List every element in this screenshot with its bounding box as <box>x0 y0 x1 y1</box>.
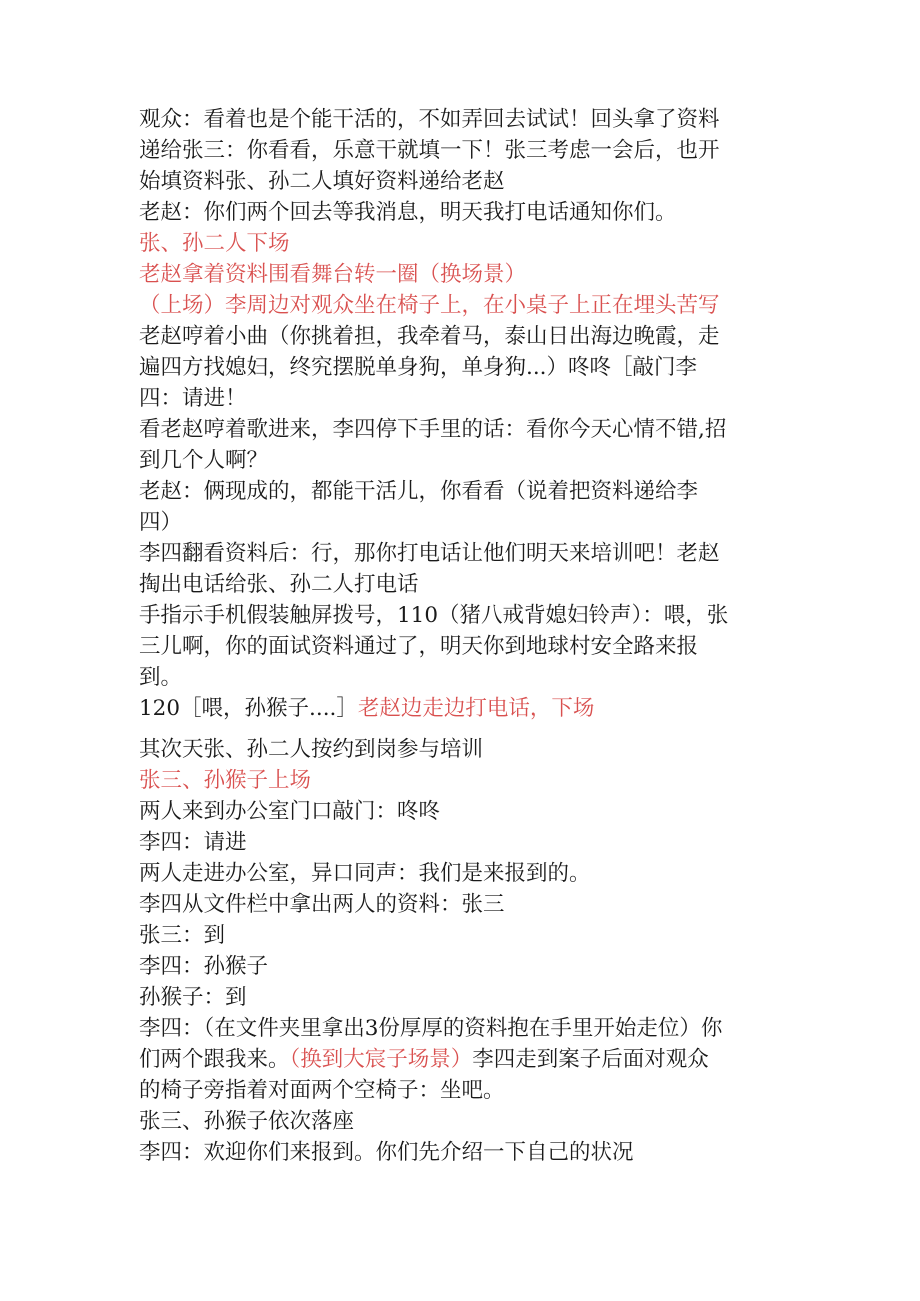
dialogue-text: 看老赵哼着歌进来，李四停下手里的话：看你今天心情不错,招 <box>139 417 727 442</box>
script-line <box>139 765 789 796</box>
dialogue-text: 张三、孙猴子依次落座 <box>139 1109 355 1134</box>
script-line <box>139 734 789 765</box>
script-line <box>139 631 789 662</box>
script-line <box>139 476 789 507</box>
dialogue-text: 老赵：俩现成的，都能干活儿，你看看（说着把资料递给李 <box>139 479 699 504</box>
dialogue-text: 120［喂，孙猴子....］ <box>139 696 358 721</box>
stage-direction-text: 张三、孙猴子上场 <box>139 768 312 793</box>
script-line <box>139 507 789 538</box>
dialogue-text: 三儿啊，你的面试资料通过了，明天你到地球村安全路来报 <box>139 634 699 659</box>
stage-direction-text: 张、孙二人下场 <box>139 231 290 256</box>
script-line <box>139 228 789 259</box>
dialogue-text: 老赵：你们两个回去等我消息，明天我打电话通知你们。 <box>139 200 677 225</box>
dialogue-text: 李四从文件栏中拿出两人的资料：张三 <box>139 892 505 917</box>
dialogue-text: 李四：（在文件夹里拿出3份厚厚的资料抱在手里开始走位）你 <box>139 1016 723 1041</box>
script-line <box>139 259 789 290</box>
dialogue-text: 的椅子旁指着对面两个空椅子：坐吧。 <box>139 1078 505 1103</box>
script-line <box>139 321 789 352</box>
script-line <box>139 982 789 1013</box>
dialogue-text: 张三：到 <box>139 923 226 948</box>
dialogue-text: 们两个跟我来。 <box>139 1047 290 1072</box>
script-line <box>139 538 789 569</box>
dialogue-text: 到。 <box>139 665 183 690</box>
script-line <box>139 445 789 476</box>
dialogue-text: 遍四方找媳妇，终究摆脱单身狗，单身狗...）咚咚［敲门李 <box>139 355 698 380</box>
dialogue-text: 李四：请进 <box>139 830 247 855</box>
dialogue-text: 到几个人啊？ <box>139 448 269 473</box>
script-line <box>139 166 789 197</box>
dialogue-text: 观众：看着也是个能干活的，不如弄回去试试！回头拿了资料 <box>139 107 720 132</box>
stage-direction-text: （上场）李周边对观众坐在椅子上，在小桌子上正在埋头苦写 <box>139 293 720 318</box>
script-line <box>139 414 789 445</box>
script-line <box>139 197 789 228</box>
script-line <box>139 1044 789 1075</box>
script-line <box>139 662 789 693</box>
script-line <box>139 383 789 414</box>
script-line <box>139 569 789 600</box>
dialogue-text: 始填资料张、孙二人填好资料递给老赵 <box>139 169 505 194</box>
script-line <box>139 1013 789 1044</box>
dialogue-text: 掏出电话给张、孙二人打电话 <box>139 572 419 597</box>
script-line <box>139 920 789 951</box>
stage-direction-text: 老赵边走边打电话，下场 <box>357 696 595 721</box>
dialogue-text: 递给张三：你看看，乐意干就填一下！张三考虑一会后，也开 <box>139 138 720 163</box>
script-line <box>139 889 789 920</box>
dialogue-text: 两人来到办公室门口敲门：咚咚 <box>139 799 441 824</box>
dialogue-text: 李四：欢迎你们来报到。你们先介绍一下自己的状况 <box>139 1140 634 1165</box>
script-line <box>139 290 789 321</box>
script-line <box>139 135 789 166</box>
script-line <box>139 1137 789 1168</box>
dialogue-text: 李四：孙猴子 <box>139 954 269 979</box>
stage-direction-text: 老赵拿着资料围看舞台转一圈（换场景） <box>139 262 527 287</box>
script-line <box>139 600 789 631</box>
dialogue-text: 两人走进办公室，异口同声：我们是来报到的。 <box>139 861 591 886</box>
script-line <box>139 693 789 724</box>
dialogue-text: 其次天张、孙二人按约到岗参与培训 <box>139 737 484 762</box>
dialogue-text: 孙猴子：到 <box>139 985 247 1010</box>
dialogue-text: 手指示手机假装触屏拨号，110（猪八戒背媳妇铃声）：喂，张 <box>139 603 729 628</box>
dialogue-text: 老赵哼着小曲（你挑着担，我牵着马，泰山日出海边晚霞，走 <box>139 324 720 349</box>
dialogue-text: 四：请进！ <box>139 386 247 411</box>
script-page <box>139 104 789 1168</box>
script-line <box>139 104 789 135</box>
script-line <box>139 858 789 889</box>
stage-direction-text: （换到大宸子场景） <box>289 1047 473 1072</box>
dialogue-text: 李四翻看资料后：行，那你打电话让他们明天来培训吧！老赵 <box>139 541 720 566</box>
dialogue-text: 李四走到案子后面对观众 <box>472 1047 709 1072</box>
script-line <box>139 796 789 827</box>
script-line <box>139 1106 789 1137</box>
script-line <box>139 1075 789 1106</box>
dialogue-text: 四） <box>139 510 183 535</box>
script-line <box>139 827 789 858</box>
script-line <box>139 352 789 383</box>
script-line <box>139 951 789 982</box>
